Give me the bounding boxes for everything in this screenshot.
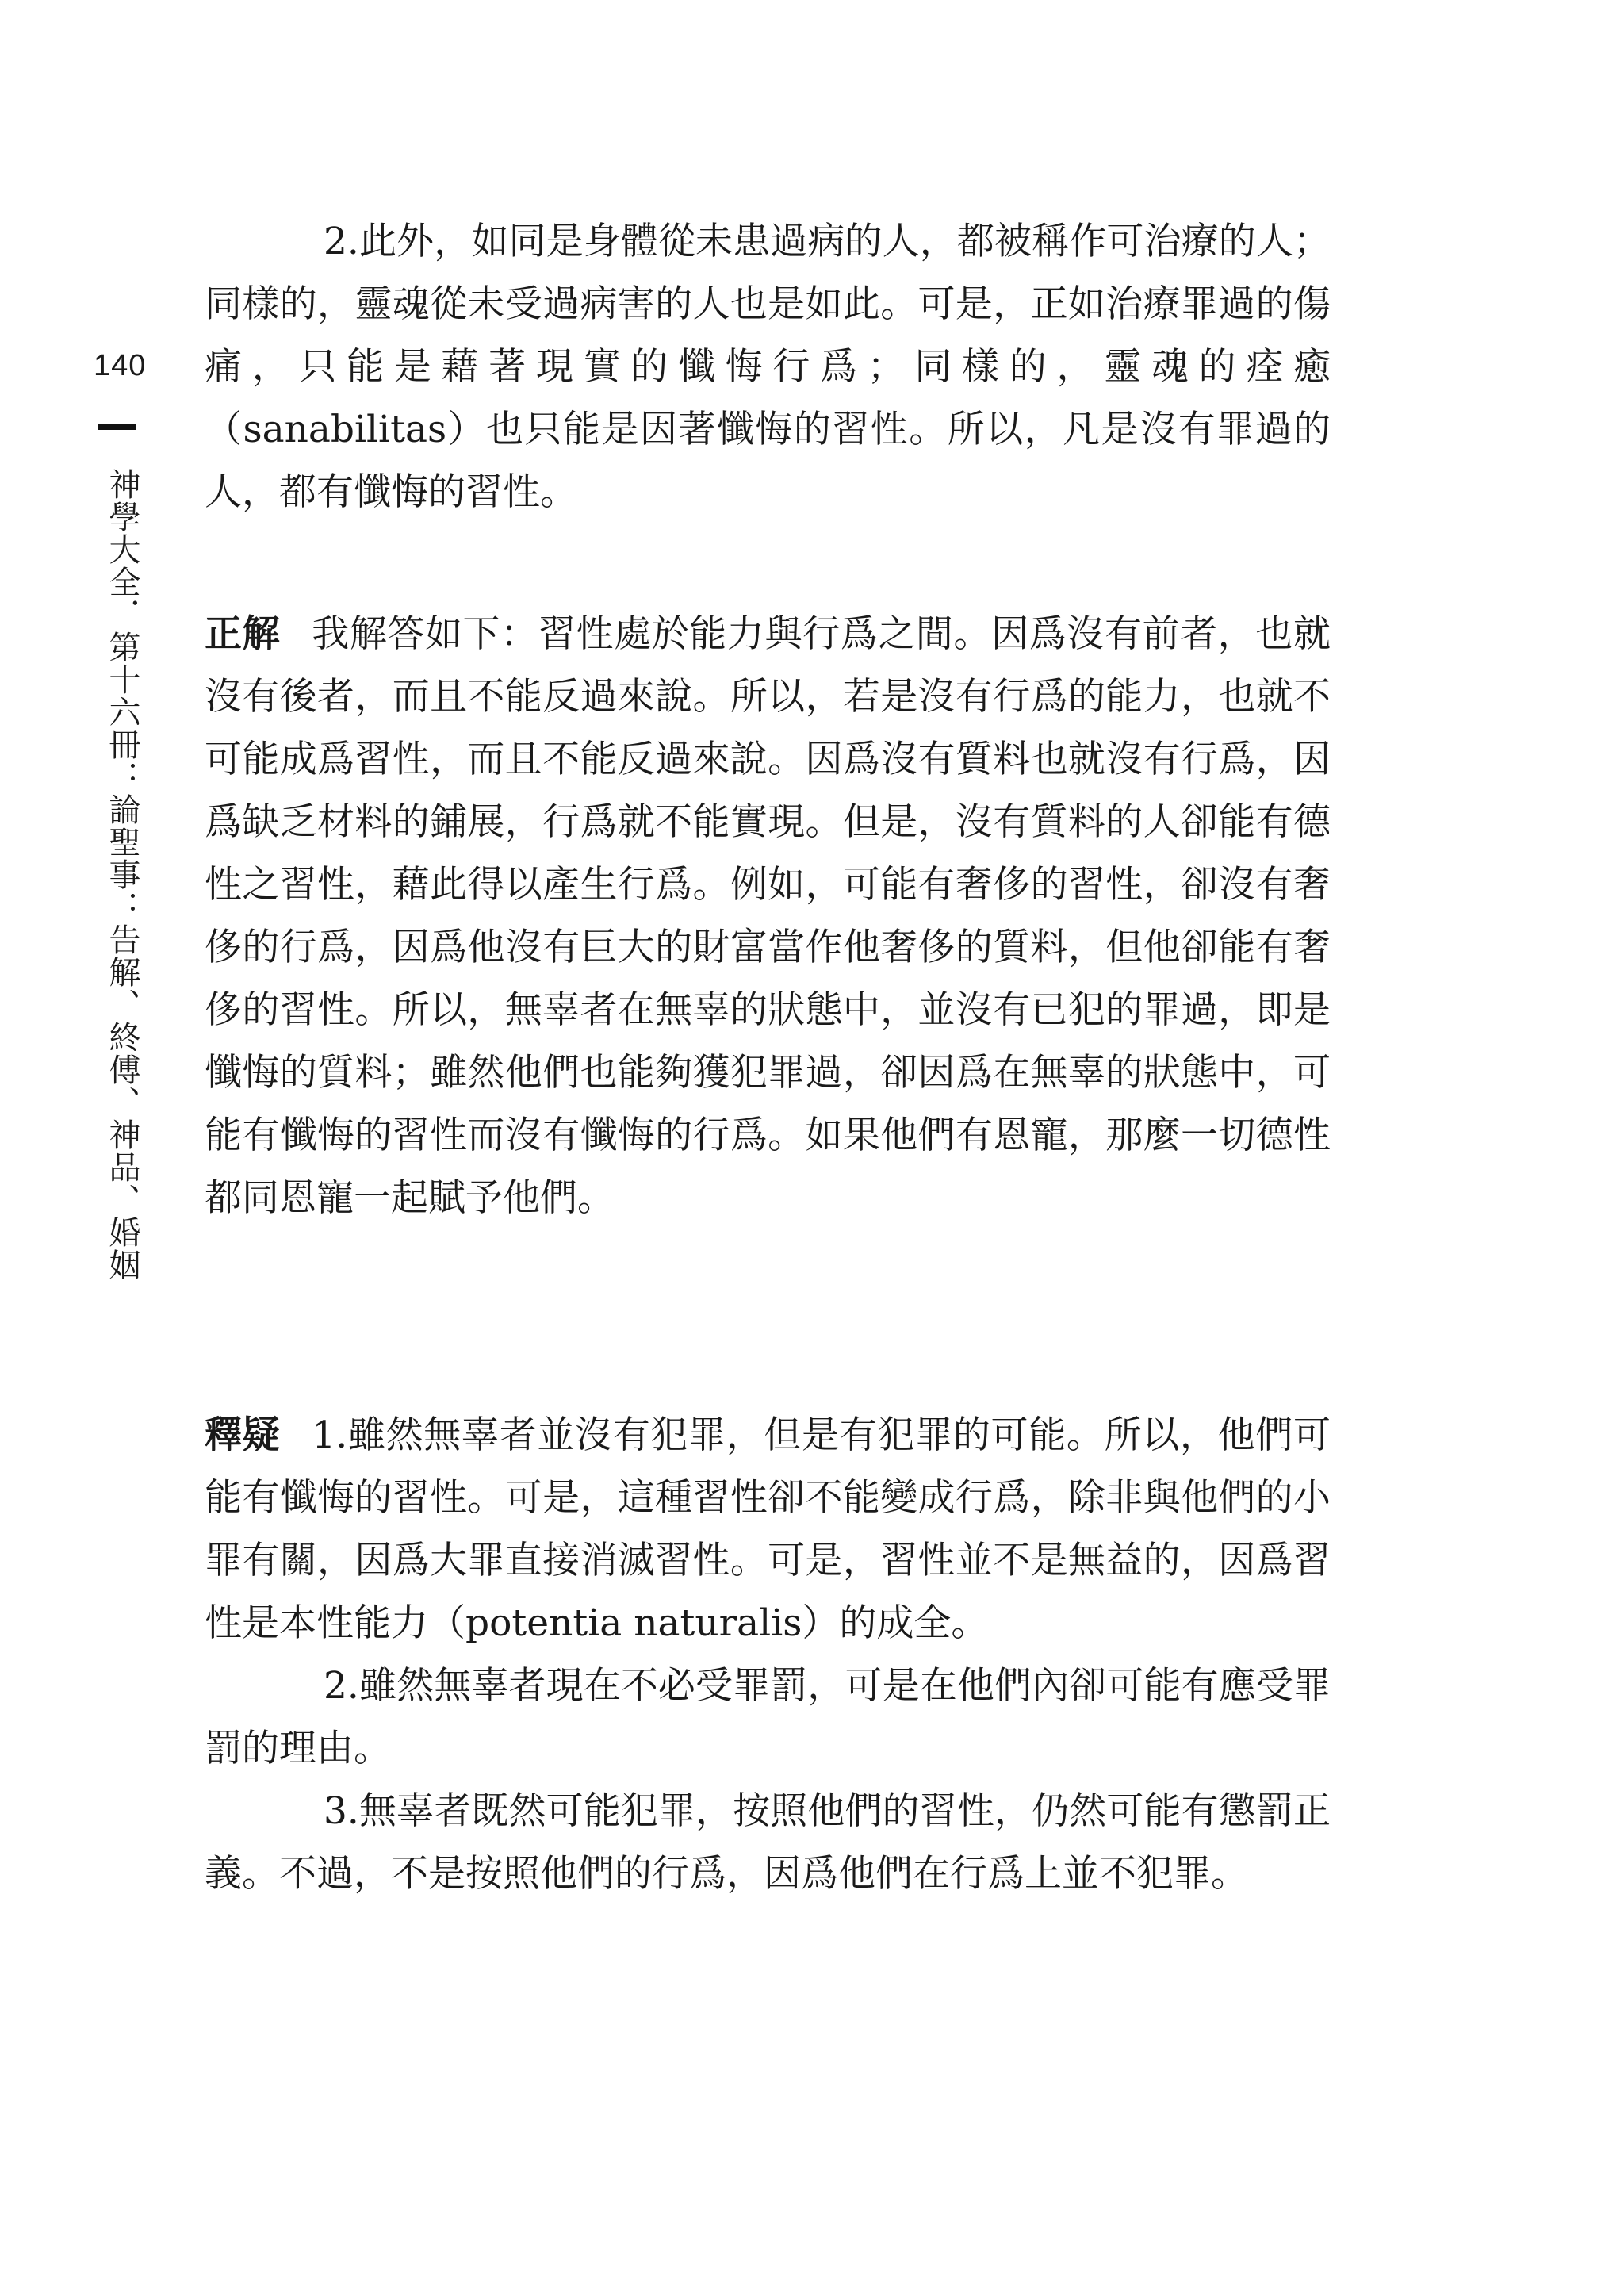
answer-paragraph — [205, 603, 1331, 1229]
page-number: 140 — [94, 349, 147, 382]
answer-section — [205, 603, 1331, 1229]
reply-one-text: 1.雖然無辜者並沒有犯罪，但是有犯罪的可能。所以，他們可能有懺悔的習性。可是，這種習性卻不能變成行爲，除非與他們的小罪有關，因爲大罪直接消滅習性。可是，習性並不是無益的，因爲習性是本性能力（potentia naturalis）的成全。 — [205, 1413, 1331, 1645]
answer-label: 正解 — [205, 612, 281, 656]
reply-one-paragraph — [205, 1404, 1331, 1655]
running-head: 神學大全．第十六冊：論聖事：告解、終傅、神品、婚姻 — [104, 468, 140, 1281]
reply-three-paragraph: 3.無辜者既然可能犯罪，按照他們的習性，仍然可能有懲罰正義。不過，不是按照他們的行爲，因爲他們在行爲上並不犯罪。 — [205, 1789, 1331, 1896]
replies-label: 釋疑 — [205, 1413, 281, 1457]
page-number-rule — [98, 424, 136, 430]
reply-two-paragraph: 2.雖然無辜者現在不必受罪罰，可是在他們內卻可能有應受罪罰的理由。 — [205, 1664, 1331, 1770]
replies-section — [205, 1404, 1331, 1905]
objection-two-section — [205, 210, 1331, 523]
objection-two-paragraph: 2.此外，如同是身體從未患過病的人，都被稱作可治療的人；同樣的，靈魂從未受過病害的人也是如此。可是，正如治療罪過的傷痛，只能是藉著現實的懺悔行爲；同樣的，靈魂的痊癒（sanabilitas）也只能是因著懺悔的習性。所以，凡是沒有罪過的人，都有懺悔的習性。 — [205, 220, 1331, 514]
answer-text: 我解答如下：習性處於能力與行爲之間。因爲沒有前者，也就沒有後者，而且不能反過來說。所以，若是沒有行爲的能力，也就不可能成爲習性，而且不能反過來說。因爲沒有質料也就沒有行爲，因爲缺乏材料的鋪展，行爲就不能實現。但是，沒有質料的人卻能有德性之習性，藉此得以產生行爲。例如，可能有奢侈的習性，卻沒有奢侈的行爲，因爲他沒有巨大的財富當作他奢侈的質料，但他卻能有奢侈的習性。所以，無辜者在無辜的狀態中，並沒有已犯的罪過，即是懺悔的質料；雖然他們也能夠獲犯罪過，卻因爲在無辜的狀態中，可能有懺悔的習性而沒有懺悔的行爲。如果他們有恩寵，那麼一切德性都同恩寵一起賦予他們。 — [205, 612, 1331, 1220]
